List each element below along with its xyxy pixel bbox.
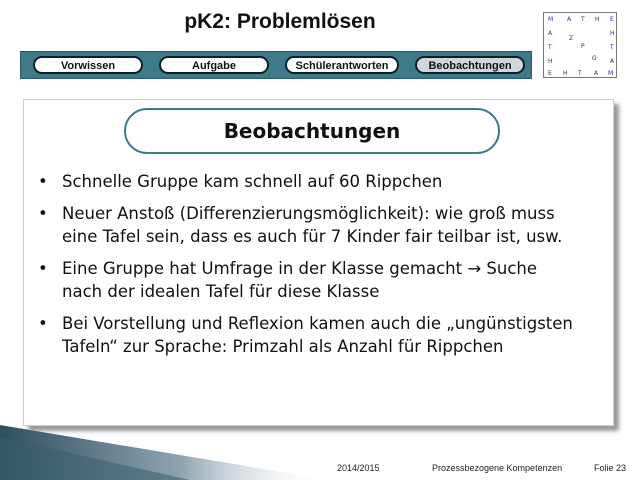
bullet-item — [34, 170, 609, 193]
bullet-item — [34, 202, 609, 248]
logo-letter: T — [548, 44, 552, 51]
tab-vorwissen[interactable]: Vorwissen — [33, 56, 143, 74]
bullet-item — [34, 312, 609, 358]
logo-letter: G — [592, 55, 597, 62]
bullet-item — [34, 257, 609, 303]
slide-title: pK2: Problemlösen — [184, 10, 376, 33]
logo-letter: E — [548, 70, 552, 77]
mathe-logo — [543, 12, 617, 78]
tab-beobachtungen[interactable]: Beobachtungen — [415, 56, 525, 74]
logo-letter: E — [610, 16, 614, 23]
bullet-line: eine Tafel sein, dass es auch für 7 Kinder fair teilbar ist, usw. — [62, 227, 563, 246]
logo-letter: H — [563, 70, 568, 77]
section-heading: Beobachtungen — [124, 108, 500, 154]
bullet-line: Tafeln“ zur Sprache: Primzahl als Anzahl für Rippchen — [62, 337, 504, 356]
bullet-dot-icon: • — [38, 259, 48, 278]
bullet-line: Bei Vorstellung und Reflexion kamen auch die „ungünstigsten — [62, 314, 573, 333]
logo-letter: A — [610, 58, 615, 65]
logo-letter: T — [610, 44, 614, 51]
footer-slide-number: Folie 23 — [594, 463, 627, 473]
logo-letter: A — [548, 30, 553, 37]
footer-topic: Prozessbezogene Kompetenzen — [432, 463, 563, 473]
footer-year: 2014/2015 — [337, 463, 380, 473]
logo-letter: A — [594, 70, 599, 77]
tab-aufgabe[interactable]: Aufgabe — [159, 56, 269, 74]
bullet-dot-icon: • — [38, 204, 48, 223]
navigation-bar — [20, 51, 532, 79]
bullet-dot-icon: • — [38, 314, 48, 333]
logo-letter: A — [567, 16, 572, 23]
bullet-line: Eine Gruppe hat Umfrage in der Klasse gemacht → Suche — [62, 259, 538, 278]
logo-letter: H — [548, 58, 553, 65]
bullet-line: nach der idealen Tafel für diese Klasse — [62, 282, 380, 301]
bullet-list — [34, 170, 609, 367]
logo-letter: T — [578, 70, 582, 77]
logo-letter: H — [595, 16, 600, 23]
logo-letter: H — [610, 30, 615, 37]
logo-letter: M — [608, 70, 614, 77]
bullet-line: Schnelle Gruppe kam schnell auf 60 Rippchen — [62, 172, 443, 191]
tab-schuelerantworten[interactable]: Schülerantworten — [285, 56, 399, 74]
bullet-dot-icon: • — [38, 172, 48, 191]
logo-letter: P — [581, 43, 585, 50]
logo-letter: Z — [569, 35, 574, 42]
logo-letter: M — [548, 16, 554, 23]
logo-letter: T — [581, 16, 585, 23]
bullet-line: Neuer Anstoß (Differenzierungsmöglichkeit): wie groß muss — [62, 204, 555, 223]
